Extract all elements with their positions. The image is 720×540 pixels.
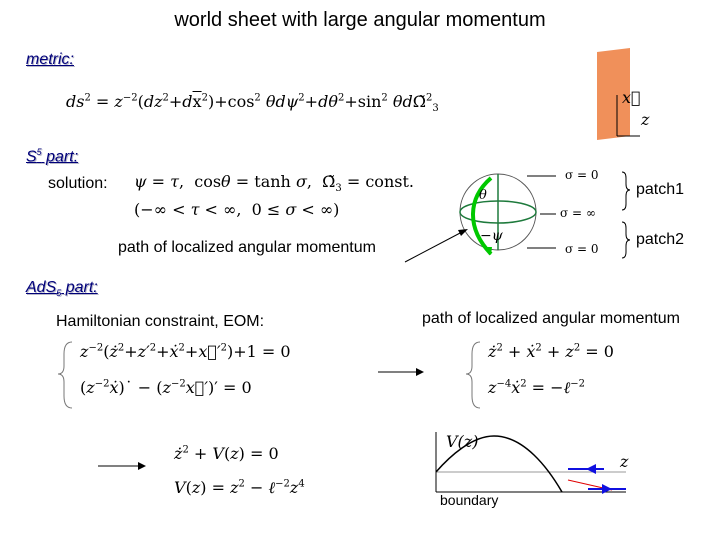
hamiltonian-label: Hamiltonian constraint, EOM: bbox=[56, 313, 265, 330]
eom-equation: $(z^{-2}ẋ)˙$ − $(z^{-2}x⃗')' = 0$ bbox=[80, 378, 252, 397]
sigma-top-label: σ = 0 bbox=[565, 168, 599, 182]
sigma-bottom-label: σ = 0 bbox=[565, 242, 599, 256]
page-title: world sheet with large angular momentum bbox=[174, 9, 546, 31]
axes-z-label: z bbox=[641, 110, 650, 129]
potential-equation: $V(z) = z^2$ − $\ell^{-2}z^4$ bbox=[174, 478, 305, 497]
blue-arrowhead-upper bbox=[586, 464, 596, 474]
potential-x-label: z bbox=[620, 452, 629, 471]
solution-range: (−∞ < τ < ∞, 0 ≤ σ < ∞) bbox=[134, 200, 340, 219]
patch2-label: patch2 bbox=[636, 231, 685, 248]
energy-equation: $ż^2 + V(z) = 0$ bbox=[174, 444, 279, 463]
section-ads5: AdS$_5$ part: bbox=[26, 279, 98, 299]
boundary-label: boundary bbox=[440, 492, 499, 508]
path-equation: $z^{-4}ẋ^2$ = −ℓ$^{-2}$ bbox=[488, 378, 585, 397]
eom-constraint: $z^{-2}(ż^2+z'^2+ẋ^2+x⃗'^2)+1 = 0$ bbox=[80, 342, 291, 361]
section-s5: $S^5$ part: bbox=[26, 147, 79, 166]
potential-y-label: V(z) bbox=[446, 432, 479, 451]
metric-equation: $ds^2 = z^{-2}(dz^2+d\overline{x}^2)+\cos^2$ $\theta d\psi^2+d\theta^2+\sin^2$ θdΩ̃$^2_3$ bbox=[66, 92, 439, 115]
psi-symbol: −ψ bbox=[480, 228, 503, 244]
patch1-label: patch1 bbox=[636, 181, 685, 198]
s5-path-label: path of localized angular momentum bbox=[118, 239, 376, 256]
solution-label: solution: bbox=[48, 175, 108, 192]
theta-symbol: θ bbox=[479, 188, 487, 203]
ads5-path-label: path of localized angular momentum bbox=[422, 310, 680, 327]
path-constraint: $ż^2$ + ẋ$^2$ + $z^2 = 0$ bbox=[488, 342, 614, 361]
axes-x-label: x⃗ bbox=[622, 88, 641, 107]
solution-equation: ψ = τ, cosθ = tanh σ, $\Omegã_3$ = const. bbox=[134, 172, 414, 195]
section-metric: metric: bbox=[26, 51, 74, 68]
sigma-middle-label: σ = ∞ bbox=[560, 206, 596, 220]
